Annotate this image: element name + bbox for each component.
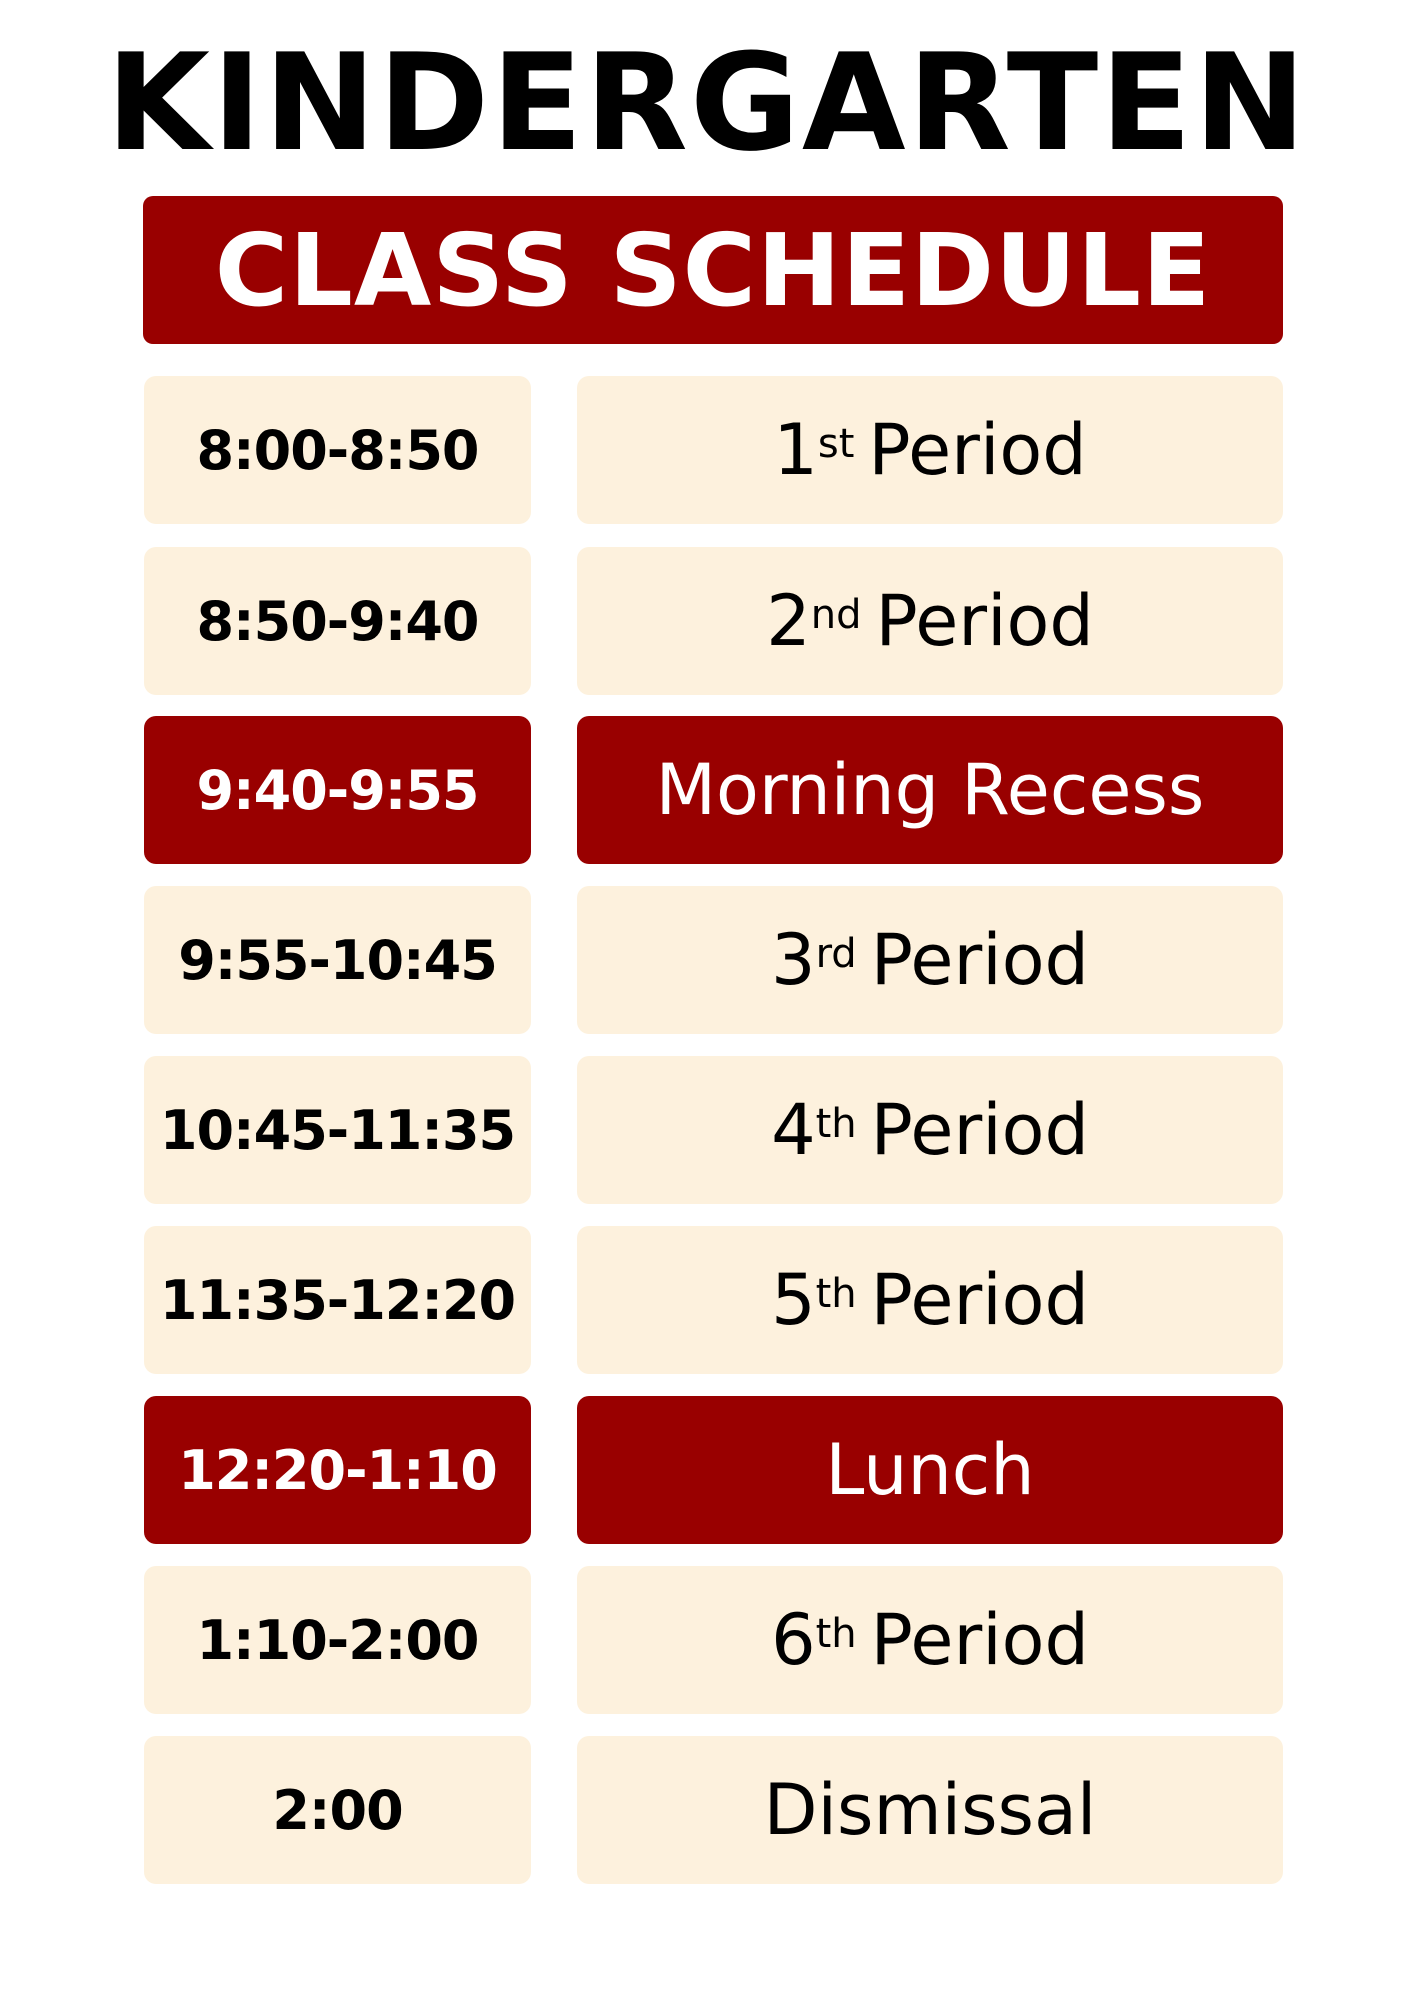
schedule-activity [577, 1056, 1283, 1204]
activity-label: Dismissal [763, 1769, 1097, 1851]
ordinal-suffix: th [815, 1101, 857, 1147]
schedule-activity [577, 547, 1283, 695]
page-title: KINDERGARTEN [106, 25, 1308, 181]
schedule-time: 9:55-10:45 [144, 886, 531, 1034]
ordinal-suffix: st [817, 421, 855, 467]
schedule-time: 8:00-8:50 [144, 376, 531, 524]
schedule-activity [577, 376, 1283, 524]
ordinal-suffix: th [815, 1611, 857, 1657]
period-number: 3 [771, 919, 816, 1001]
schedule-time: 2:00 [144, 1736, 531, 1884]
schedule-activity [577, 1396, 1283, 1544]
activity-label: Morning Recess [655, 749, 1205, 831]
schedule-time: 9:40-9:55 [144, 716, 531, 864]
schedule-time: 10:45-11:35 [144, 1056, 531, 1204]
schedule-time: 12:20-1:10 [144, 1396, 531, 1544]
schedule-activity [577, 1736, 1283, 1884]
schedule-time: 11:35-12:20 [144, 1226, 531, 1374]
activity-label: Lunch [825, 1429, 1035, 1511]
schedule-activity [577, 886, 1283, 1034]
period-number: 2 [766, 580, 811, 662]
activity-label: Period [870, 1089, 1089, 1171]
schedule-time: 8:50-9:40 [144, 547, 531, 695]
period-number: 4 [771, 1089, 816, 1171]
schedule-activity [577, 1566, 1283, 1714]
schedule-activity [577, 1226, 1283, 1374]
schedule-time: 1:10-2:00 [144, 1566, 531, 1714]
activity-label: Period [875, 580, 1094, 662]
ordinal-suffix: nd [810, 592, 862, 638]
subtitle-text: CLASS SCHEDULE [214, 211, 1212, 329]
activity-label: Period [870, 919, 1089, 1001]
ordinal-suffix: th [815, 1271, 857, 1317]
period-number: 1 [773, 409, 818, 491]
activity-label: Period [870, 1259, 1089, 1341]
period-number: 6 [771, 1599, 816, 1681]
period-number: 5 [771, 1259, 816, 1341]
activity-label: Period [870, 1599, 1089, 1681]
ordinal-suffix: rd [815, 931, 857, 977]
activity-label: Period [868, 409, 1087, 491]
schedule-activity [577, 716, 1283, 864]
